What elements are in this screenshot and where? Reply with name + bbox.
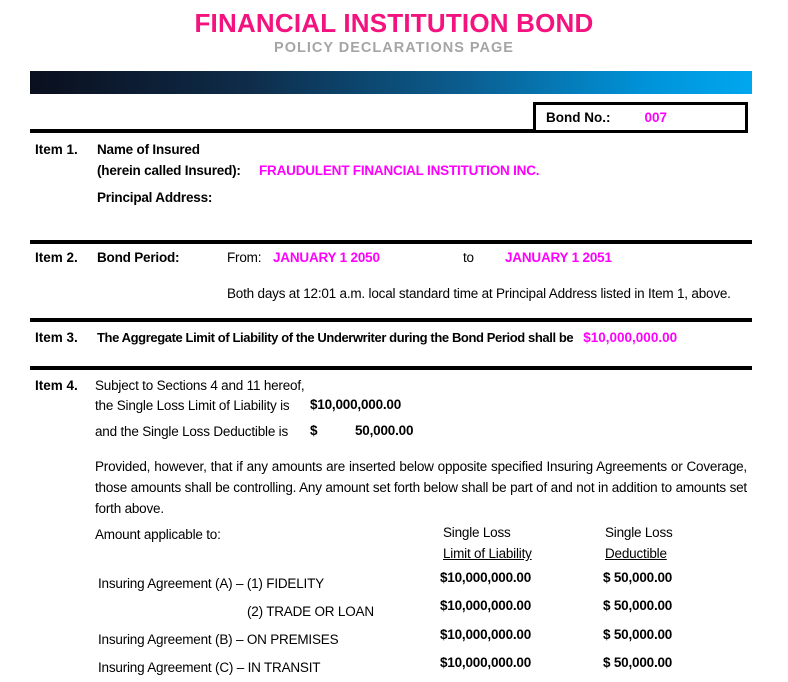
item4-single-loss-deductible-value: 50,000.00: [355, 423, 414, 438]
bond-number-value: 007: [644, 110, 668, 125]
item3-aggregate-limit-value: $10,000,000.00: [583, 330, 678, 345]
col2-header-line1: Single Loss: [605, 525, 673, 540]
item4-line3-text: and the Single Loss Deductible is: [95, 424, 289, 439]
table-row-limit: $10,000,000.00: [440, 598, 532, 613]
col1-header-line1: Single Loss: [443, 525, 511, 540]
table-row-limit: $10,000,000.00: [440, 627, 532, 642]
table-row-label: (2) TRADE OR LOAN: [247, 604, 374, 619]
item4-label: Item 4.: [35, 378, 78, 393]
item2-to-label: to: [463, 250, 474, 265]
bond-number-label: Bond No.:: [546, 110, 611, 125]
item1-name-of-insured-label: Name of Insured: [97, 142, 200, 157]
item3-label: Item 3.: [35, 330, 78, 345]
item1-herein-label: (herein called Insured):: [97, 163, 241, 178]
table-row-deductible: $ 50,000.00: [603, 627, 673, 642]
item3-line: [97, 330, 677, 345]
table-row-deductible: $ 50,000.00: [603, 570, 673, 585]
col1-header-line2: Limit of Liability: [443, 546, 532, 561]
item2-bond-period-label: Bond Period:: [97, 250, 180, 265]
item3-text: The Aggregate Limit of Liability of the Underwriter during the Bond Period shall be: [97, 330, 574, 345]
rule-above-item4: [30, 366, 752, 370]
table-row-label: Insuring Agreement (C) – IN TRANSIT: [98, 660, 321, 675]
item2-from-label: From:: [227, 250, 262, 265]
table-row-deductible: $ 50,000.00: [603, 655, 673, 670]
item2-from-value: JANUARY 1 2050: [273, 250, 380, 265]
item2-note: Both days at 12:01 a.m. local standard time at Principal Address listed in Item 1, above.: [227, 286, 731, 301]
item4-line1: Subject to Sections 4 and 11 hereof,: [95, 378, 305, 393]
header-gradient-bar: [30, 71, 752, 94]
table-row-deductible: $ 50,000.00: [603, 598, 673, 613]
item4-deductible-currency: $: [310, 423, 318, 438]
col2-header-line2: Deductible: [605, 546, 667, 561]
item1-label: Item 1.: [35, 142, 78, 157]
item1-principal-address-label: Principal Address:: [97, 190, 213, 205]
rule-above-item3: [30, 318, 752, 322]
table-row-limit: $10,000,000.00: [440, 570, 532, 585]
bond-number-box: [533, 102, 748, 133]
rule-above-item1: [30, 129, 533, 133]
item1-insured-name-value: FRAUDULENT FINANCIAL INSTITUTION INC.: [259, 163, 540, 178]
item4-line2-text: the Single Loss Limit of Liability is: [95, 398, 290, 413]
table-row-label: Insuring Agreement (A) – (1) FIDELITY: [98, 576, 324, 591]
rule-above-item2: [30, 240, 752, 244]
page-title: FINANCIAL INSTITUTION BOND: [194, 8, 594, 38]
item4-single-loss-limit-value: $10,000,000.00: [310, 397, 402, 412]
item2-label: Item 2.: [35, 250, 78, 265]
item2-to-value: JANUARY 1 2051: [505, 250, 612, 265]
amount-applicable-label: Amount applicable to:: [95, 527, 221, 542]
page-subtitle: POLICY DECLARATIONS PAGE: [274, 40, 514, 56]
table-row-limit: $10,000,000.00: [440, 655, 532, 670]
item4-paragraph: Provided, however, that if any amounts are inserted below opposite specified Insuring Agreements or Coverage, those amounts shall be controlling. Any amount set forth below shall be part of and not in addition to amounts set forth above.: [95, 459, 747, 516]
table-row-label: Insuring Agreement (B) – ON PREMISES: [98, 632, 339, 647]
